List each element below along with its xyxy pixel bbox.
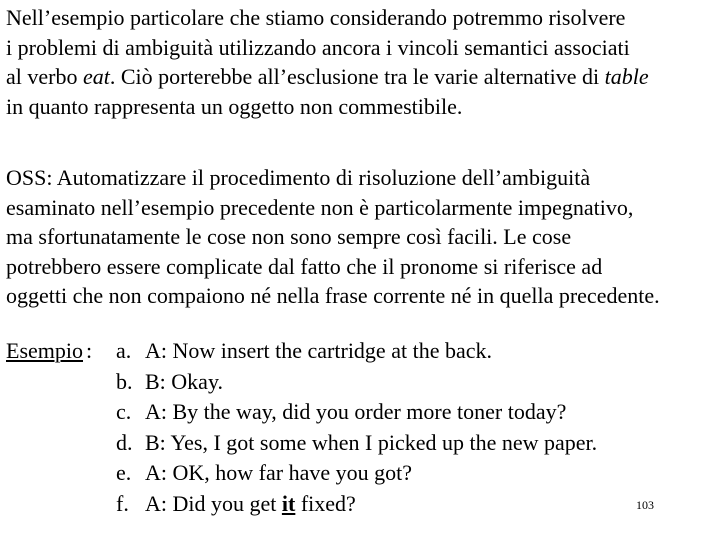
- row-letter: f.: [116, 491, 129, 516]
- example-row: [116, 336, 492, 367]
- italic-term: table: [604, 64, 649, 89]
- text-span: Nell’esempio particolare che stiamo considerando potremmo risolvere: [6, 5, 626, 30]
- example-row: [116, 489, 356, 520]
- example-row: [116, 367, 223, 398]
- row-letter: c.: [116, 399, 132, 425]
- paragraph-ambiguity-resolution: [6, 3, 718, 121]
- row-text: A: OK, how far have you got?: [145, 460, 412, 486]
- row-text: [145, 491, 356, 516]
- text-span: i problemi di ambiguità utilizzando ancora i vincoli semantici associati: [6, 34, 630, 60]
- page-number: 103: [636, 498, 654, 512]
- text-span: al verbo: [6, 64, 83, 89]
- text-line: ma sfortunatamente le cose non sono sempre così facili. Le cose: [6, 224, 572, 249]
- row-letter: a.: [116, 338, 132, 363]
- text-line: esaminato nell’esempio precedente non è particolarmente impegnativo,: [6, 194, 634, 220]
- text-line: OSS: Automatizzare il procedimento di risoluzione dell’ambiguità: [6, 165, 591, 190]
- text-span: in quanto rappresenta un oggetto non commestibile.: [6, 93, 463, 119]
- text-line: [6, 62, 718, 92]
- example-colon: :: [86, 338, 93, 363]
- example-row: [116, 397, 566, 428]
- row-letter: d.: [116, 429, 133, 455]
- row-text: A: Now insert the cartridge at the back.: [145, 338, 492, 363]
- row-letter: e.: [116, 460, 132, 486]
- row-letter: b.: [116, 368, 133, 394]
- example-row: [116, 428, 597, 459]
- row-text: B: Okay.: [145, 368, 224, 394]
- example-label: Esempio: [6, 338, 83, 363]
- row-text: B: Yes, I got some when I picked up the new paper.: [145, 429, 598, 455]
- text-line: potrebbero essere complicate dal fatto che il pronome si riferisce ad: [6, 253, 603, 279]
- text-line: [6, 33, 718, 63]
- example-row: [116, 458, 412, 489]
- text-span: . Ciò porterebbe all’esclusione tra le varie alternative di: [109, 64, 605, 89]
- row-text: A: By the way, did you order more toner today?: [145, 399, 567, 425]
- text-span: fixed?: [295, 491, 356, 516]
- italic-term: eat: [82, 64, 110, 89]
- emphasized-pronoun: it: [281, 491, 296, 516]
- paragraph-oss-note: [6, 163, 718, 311]
- text-line: oggetti che non compaiono né nella frase corrente né in quella precedente.: [6, 283, 660, 308]
- text-line: [6, 92, 718, 122]
- text-span: A: Did you get: [145, 491, 282, 516]
- text-line: [6, 3, 718, 33]
